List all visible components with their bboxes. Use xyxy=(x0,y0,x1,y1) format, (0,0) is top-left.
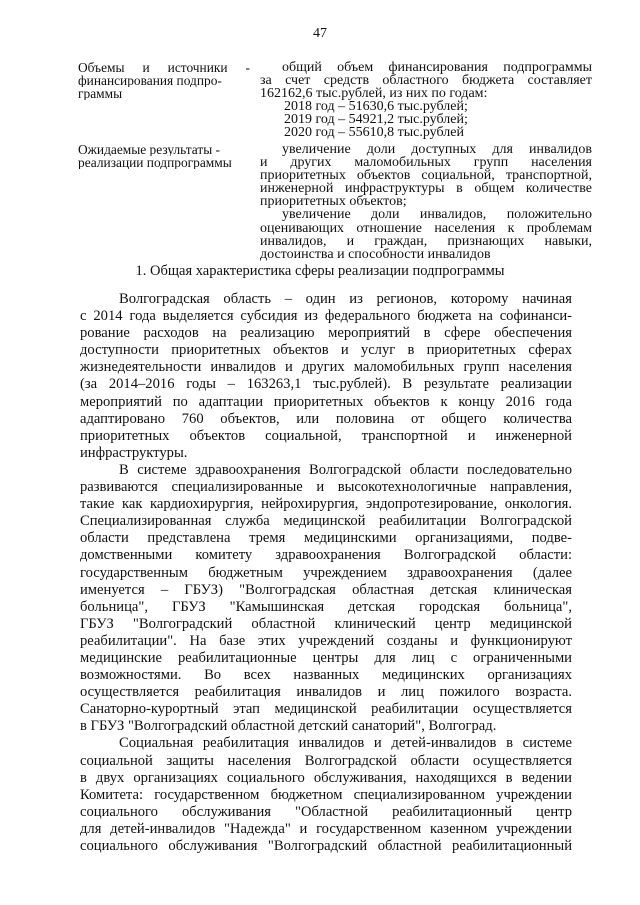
text-line: доступности приоритетных объектов и услуг в приоритетных сферах xyxy=(80,342,572,359)
text-line: жизнедеятельности инвалидов и других маломобильных групп населения xyxy=(80,359,572,376)
text-line: адаптировано 760 объектов, или половина от общего количества xyxy=(80,410,572,427)
text-line: домственными комитету здравоохранения Волгоградской области: xyxy=(80,547,572,564)
text-line: в ГБУЗ "Волгоградский областной детский санаторий", Волгоград. xyxy=(80,718,497,735)
value-line: инвалидов, и граждан, признающих навыки, xyxy=(260,234,592,248)
paragraph-3 xyxy=(80,735,572,855)
value-line: и других маломобильных групп населения xyxy=(260,156,592,170)
text-line: такие как кардиохирургия, нейрохирургия, эндопротезирование, онкология. xyxy=(80,496,572,513)
text-line: осуществляется реабилитация инвалидов и лиц пожилого возраста. xyxy=(80,684,572,701)
paragraph-2 xyxy=(80,462,572,736)
text-line: возможностями. Во всех названных медицинских организациях xyxy=(80,667,572,684)
text-line: ГБУЗ "Волгоградский областной клинический центр медицинской xyxy=(80,615,572,632)
text-line: Социальная реабилитация инвалидов и детей-инвалидов в системе xyxy=(119,735,572,752)
text-line: (за 2014–2016 годы – 163263,1 тыс.рублей). В результате реализации xyxy=(80,376,572,393)
text-line: инфраструктуры. xyxy=(80,444,188,461)
page-number: 47 xyxy=(313,26,327,41)
passport-label-results xyxy=(78,143,250,169)
label-line: Ожидаемые результаты - xyxy=(78,143,221,156)
paragraph-1 xyxy=(80,291,572,462)
value-line: общий объем финансирования подпрограммы xyxy=(282,61,592,75)
value-line: увеличение доли инвалидов, положительно xyxy=(282,208,592,222)
text-line: Комитета: государственном бюджетном специализированном учреждении xyxy=(80,786,572,803)
text-line: Волгоградская область – один из регионов, которому начиная xyxy=(119,291,572,307)
label-line: реализации подпрограммы xyxy=(78,156,232,169)
value-line: оценивающих отношение населения к проблемам xyxy=(260,221,592,235)
passport-value-results xyxy=(260,143,592,261)
text-line: мероприятий по адаптации приоритетных объектов к концу 2016 года xyxy=(80,393,572,410)
text-line: медицинские реабилитационные центры для лиц с ограниченными xyxy=(80,649,572,666)
value-line: увеличение доли доступных для инвалидов xyxy=(282,143,592,157)
text-line: Специализированная служба медицинской реабилитации Волгоградской xyxy=(80,513,572,530)
text-line: социальной защиты населения Волгоградской области осуществляется xyxy=(80,752,572,769)
label-line: финансирования подпро- xyxy=(78,74,222,87)
value-line: 162162,6 тыс.рублей, из них по годам: xyxy=(260,87,488,101)
value-line: приоритетных объектов; xyxy=(260,195,407,209)
section-heading: 1. Общая характеристика сферы реализации подпрограммы xyxy=(135,263,505,279)
value-line: за счет средств областного бюджета составляет xyxy=(260,74,592,88)
text-line: именуется – ГБУЗ) "Волгоградская областная детская клиническая xyxy=(80,581,572,598)
text-line: для детей-инвалидов "Надежда" и государственном казенном учреждении xyxy=(80,820,572,837)
text-line: В системе здравоохранения Волгоградской области последовательно xyxy=(119,461,572,478)
value-line: приоритетных объектов социальной, транспортной, xyxy=(260,169,592,183)
value-line: 2020 год – 55610,8 тыс.рублей xyxy=(284,126,464,140)
text-line: Санаторно-курортный этап медицинской реабилитации осуществляется xyxy=(80,701,572,718)
text-line: области представлена тремя медицинскими организациями, подве- xyxy=(80,530,572,547)
passport-value-funding xyxy=(260,61,592,140)
passport-label-funding xyxy=(78,61,250,100)
body-text xyxy=(80,291,572,855)
label-line: граммы xyxy=(78,87,123,100)
text-line: государственным бюджетным учреждением здравоохранения (далее xyxy=(80,564,572,581)
text-line: реабилитации". На базе этих учреждений созданы и функционируют xyxy=(80,632,572,649)
label-line: Объемы и источники - xyxy=(78,61,250,74)
value-line: достоинства и способности инвалидов xyxy=(260,247,491,261)
text-line: рование расходов на реализацию мероприятий в сфере обеспечения xyxy=(80,325,572,342)
value-line: 2018 год – 51630,6 тыс.рублей; xyxy=(284,100,468,114)
text-line: развиваются специализированные и высокотехнологичные направления, xyxy=(80,479,572,496)
value-line: 2019 год – 54921,2 тыс.рублей; xyxy=(284,113,468,127)
text-line: больница", ГБУЗ "Камышинская детская городская больница", xyxy=(80,598,572,615)
text-line: приоритетных объектов социальной, транспортной и инженерной xyxy=(80,427,572,444)
value-line: инженерной инфраструктуры в общем количестве xyxy=(260,182,592,196)
text-line: в двух организациях социального обслуживания, находящихся в ведении xyxy=(80,769,572,786)
text-line: социального обслуживания "Волгоградский областной реабилитационный xyxy=(80,838,572,854)
text-line: с 2014 года выделяется субсидия из федерального бюджета на софинанси- xyxy=(80,308,572,325)
text-line: социального обслуживания "Областной реабилитационный центр xyxy=(80,803,572,820)
